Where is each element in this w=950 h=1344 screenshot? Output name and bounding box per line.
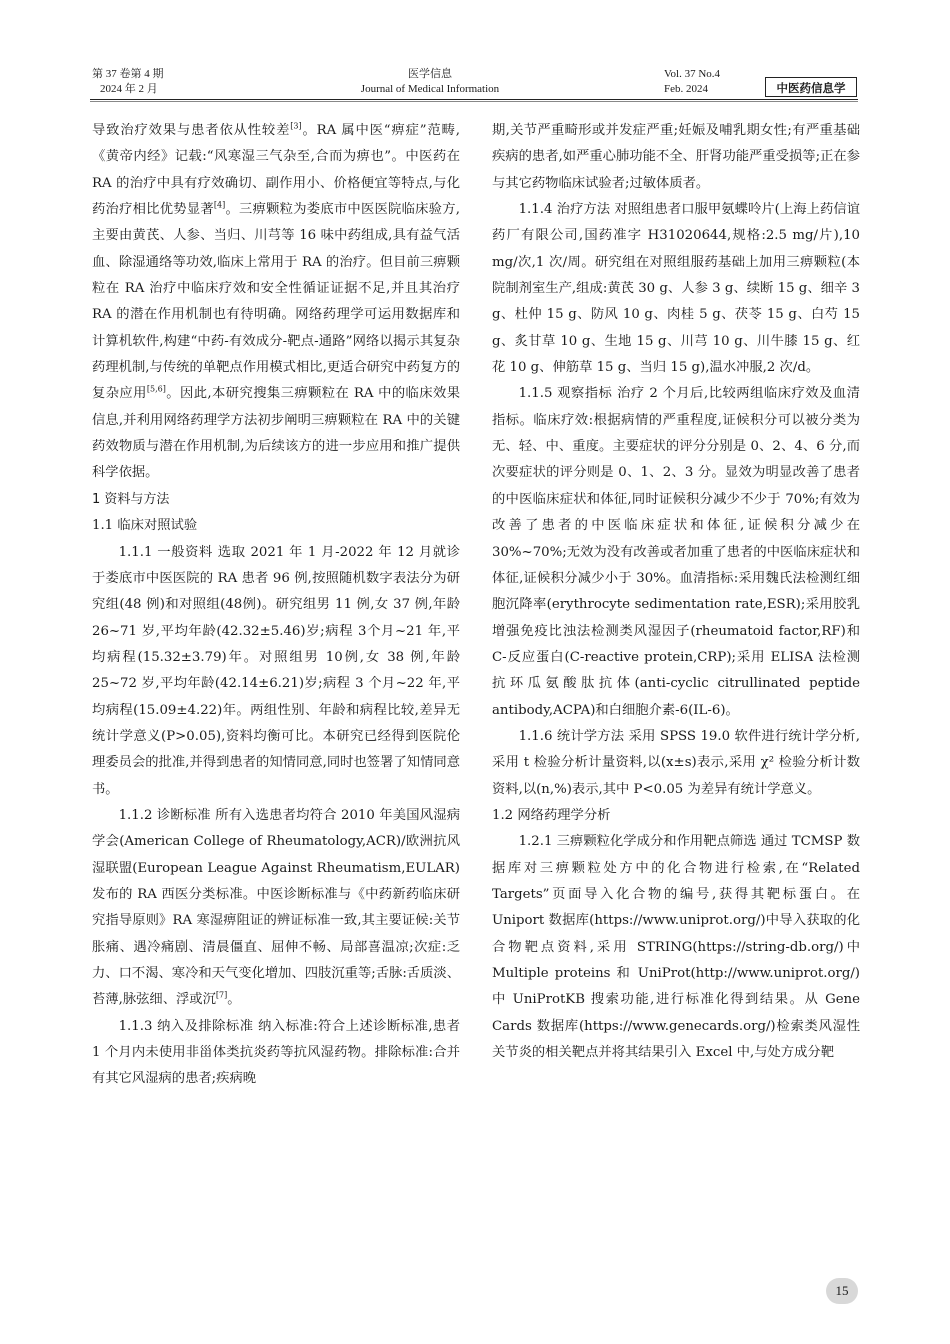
paragraph-indicators: 1.1.5 观察指标 治疗 2 个月后,比较两组临床疗效及血清指标。临床疗效:根据病情的严重程度,证候积分可以被分类为无、轻、中、重度。主要症状的评分分别是 0、2、4、6 分,而次要症状的评分则是 0、1、2、3 分。显效为明显改善了患者的中医临床症状和体征,同时证候积分减少不少于 70%;有效为改善了患者的中医临床症状和体征,证候积分减少在 30%~70%;无效为没有改善或者加重了患者的中医临床症状和体征,证候积分减少小于 30%。血清指标:采用魏氏法检测红细胞沉降率(erythrocyte sedimentation rate,ESR);采用胶乳增强免疫比浊法检测类风湿因子(rheumatoid factor,RF)和 C-反应蛋白(C-reactive protein,CRP);采用 ELISA 法检测抗环瓜氨酸肽抗体(anti-cyclic citrullinated peptide antibody,ACPA)和白细胞介素-6(IL-6)。 — [492, 386, 860, 718]
paragraph-diagnosis: 1.1.2 诊断标准 所有入选患者均符合 2010 年美国风湿病学会(American College of Rheumatology,ACR)/欧洲抗风湿联盟(European League Against Rheumatism,EULAR)发布的 RA 西医分类标准。中医诊断标准与《中药新药临床研究指导原则》RA 寒湿痹阻证的辨证标准一致,其主要证候:关节胀痛、遇冷痛剧、清晨僵直、屈伸不畅、局部喜温凉;次症:乏力、口不渴、寒冷和天气变化增加、四肢沉重等;舌脉:舌质淡、苔薄,脉弦细、浮或沉[7]。 — [92, 807, 460, 1008]
journal-title-cn: 医学信息 — [408, 68, 452, 80]
intro-paragraph: 导致治疗效果与患者依从性较差[3]。RA 属中医“痹症”范畴,《黄帝内经》记载:“风寒湿三气杂至,合而为痹也”。中医药在 RA 的治疗中具有疗效确切、副作用小、价格便宜等特点,与化药治疗相比优势显著[4]。三痹颗粒为娄底市中医医院临床验方,主要由黄芪、人参、当归、川芎等 16 味中药组成,具有益气活血、除湿通络等功效,临床上常用于 RA 的治疗。但目前三痹颗粒在 RA 治疗中临床疗效和安全性循证证据不足,并且其治疗 RA 的潜在作用机制也有待明确。网络药理学可运用数据库和计算机软件,构建“中药-有效成分-靶点-通路”网络以揭示其复杂药理机制,与传统的单靶点作用模式相比,更适合研究中药复方的复杂应用[5,6]。因此,本研究搜集三痹颗粒在 RA 中的临床效果信息,并利用网络药理学方法初步阐明三痹颗粒在 RA 中的关键药效物质与潜在作用机制,为后续该方的进一步应用和推广提供科学依据。 — [92, 121, 461, 481]
journal-issue-en — [664, 67, 720, 97]
journal-title-en: Journal of Medical Information — [360, 83, 500, 95]
issue-date-en: Feb. 2024 — [664, 83, 708, 95]
paragraph-treatment: 1.1.4 治疗方法 对照组患者口服甲氨蝶呤片(上海上药信谊药厂有限公司,国药准字 H31020644,规格:2.5 mg/片),10 mg/次,1 次/周。研究组在对照组服药基础上加用三痹颗粒(本院制剂室生产,组成:黄芪 30 g、人参 3 g、续断 15 g、细辛 3 g、杜仲 15 g、防风 10 g、肉桂 5 g、茯苓 15 g、白芍 15 g、炙甘草 10 g、生地 15 g、川芎 10 g、川牛膝 15 g、红花 10 g、伸筋草 15 g、当归 15 g),温水冲服,2 次/d。 — [492, 202, 860, 376]
section-heading: 1 资料与方法 — [92, 491, 170, 507]
page-number: 15 — [826, 1278, 858, 1304]
right-column — [492, 118, 860, 1066]
journal-issue — [92, 67, 164, 97]
paragraph-criteria-continued: 期,关节严重畸形或并发症严重;妊娠及哺乳期女性;有严重基础疾病的患者,如严重心肺功能不全、肝肾功能严重受损等;正在参与其它药物临床试验者;过敏体质者。 — [492, 123, 860, 191]
left-column — [92, 118, 460, 1093]
subsection-heading: 1.1 临床对照试验 — [92, 518, 198, 534]
journal-title — [330, 67, 530, 97]
issue-date: 2024 年 2 月 — [100, 83, 158, 95]
paragraph-screening: 1.2.1 三痹颗粒化学成分和作用靶点筛选 通过 TCMSP 数据库对三痹颗粒处方中的化合物进行检索,在“Related Targets”页面导入化合物的编号,获得其靶标蛋白。在 Uniport 数据库(https://www.uniprot.org/)中导入获取的化合物靶点资料,采用 STRING(https://string-db.org/)中 Multiple proteins 和 UniProt(http://www.uniprot.org/)中 UniProtKB 搜索功能,进行标准化得到结果。从 Gene Cards 数据库(https://www.genecards.org/)检索类风湿性关节炎的相关靶点并将其结果引入 Excel 中,与处方成分靶 — [492, 834, 860, 1061]
paragraph-criteria: 1.1.3 纳入及排除标准 纳入标准:符合上述诊断标准,患者 1 个月内未使用非甾体类抗炎药等抗风湿药物。排除标准:合并有其它风湿病的患者;疾病晚 — [92, 1018, 460, 1087]
subsection-heading: 1.2 网络药理学分析 — [492, 807, 611, 823]
header-rule-thin — [90, 101, 858, 102]
paragraph-general-info: 1.1.1 一般资料 选取 2021 年 1 月-2022 年 12 月就诊于娄底市中医医院的 RA 患者 96 例,按照随机数字表法分为研究组(48 例)和对照组(48例)。研究组男 11 例,女 37 例,年龄 26~71 岁,平均年龄(42.32±5.46)岁;病程 3个月~21 年,平均病程(15.32±3.79)年。对照组男 10例,女 38 例,年龄 25~72 岁,平均年龄(42.14±6.21)岁;病程 3 个月~22 年,平均病程(15.09±4.22)年。两组性别、年龄和病程比较,差异无统计学意义(P>0.05),资料均衡可比。本研究已经得到医院伦理委员会的批准,并得到患者的知情同意,同时也签署了知情同意书。 — [92, 544, 460, 797]
header-rule — [90, 99, 858, 100]
citation-ref[interactable]: [3] — [290, 121, 302, 131]
issue-volume: 第 37 卷第 4 期 — [92, 68, 164, 80]
issue-volume-en: Vol. 37 No.4 — [664, 68, 721, 80]
paragraph-statistics: 1.1.6 统计学方法 采用 SPSS 19.0 软件进行统计学分析,采用 t 检验分析计量资料,以(x±s)表示,采用 χ² 检验分析计数资料,以(n,%)表示,其中 P<0.05 为差异有统计学意义。 — [492, 728, 860, 797]
section-badge: 中医药信息学 — [765, 77, 857, 97]
citation-ref[interactable]: [4] — [213, 200, 226, 210]
citation-ref[interactable]: [7] — [215, 990, 228, 1000]
citation-ref[interactable]: [5,6] — [146, 385, 166, 395]
